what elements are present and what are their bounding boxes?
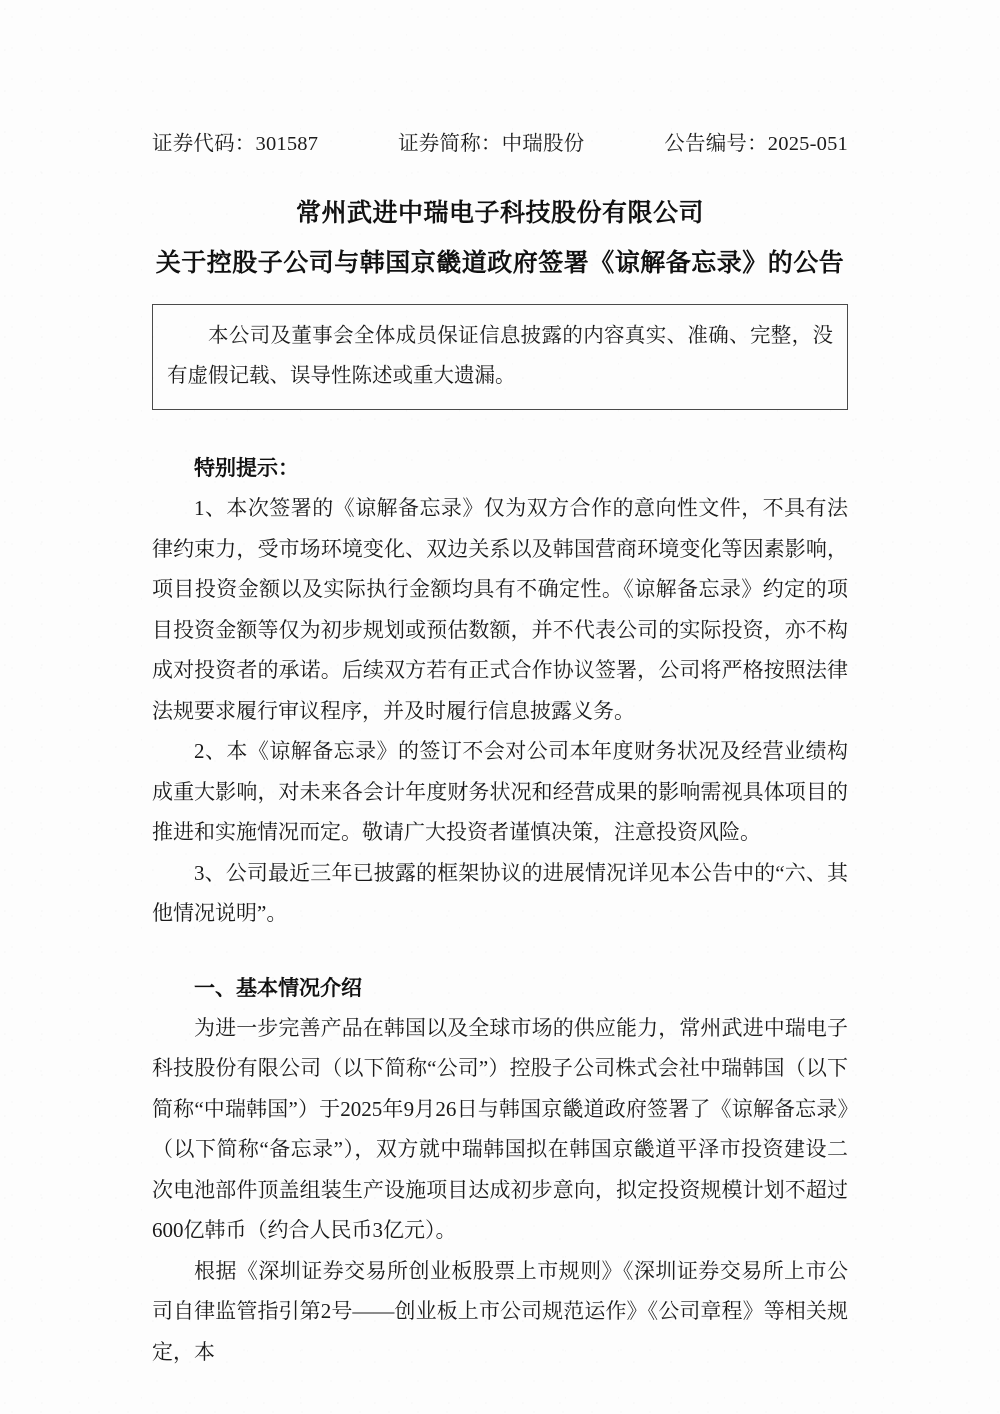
company-name-title: 常州武进中瑞电子科技股份有限公司 [295, 200, 704, 227]
disclaimer-box [152, 304, 848, 410]
special-notice-label: 特别提示： [194, 456, 299, 480]
disclaimer-text: 本公司及董事会全体成员保证信息披露的内容真实、准确、完整，没有虚假记载、误导性陈述或重大遗漏。 [167, 325, 833, 387]
page-content [152, 0, 848, 1372]
special-notice-item-2: 2、本《谅解备忘录》的签订不会对公司本年度财务状况及经营业绩构成重大影响，对未来各会计年度财务状况和经营成果的影响需视具体项目的推进和实施情况而定。敬请广大投资者谨慎决策，注意投资风险。 [152, 739, 848, 844]
section-one-paragraph-1: 为进一步完善产品在韩国以及全球市场的供应能力，常州武进中瑞电子科技股份有限公司（以下简称“公司”）控股子公司株式会社中瑞韩国（以下简称“中瑞韩国”）于2025年9月26日与韩国京畿道政府签署了《谅解备忘录》（以下简称“备忘录”），双方就中瑞韩国拟在韩国京畿道平泽市投资建设二次电池部件顶盖组装生产设施项目达成初步意向，拟定投资规模计划不超过600亿韩币（约合人民币3亿元）。 [152, 1015, 848, 1242]
announcement-number: 公告编号：2025-051 [664, 133, 848, 155]
security-abbreviation: 证券简称：中瑞股份 [398, 133, 585, 155]
document-header [152, 0, 848, 156]
announcement-subject-title: 关于控股子公司与韩国京畿道政府签署《谅解备忘录》的公告 [155, 250, 845, 277]
special-notice-item-1: 1、本次签署的《谅解备忘录》仅为双方合作的意向性文件，不具有法律约束力，受市场环境变化、双边关系以及韩国营商环境变化等因素影响，项目投资金额以及实际执行金额均具有不确定性。《谅解备忘录》约定的项目投资金额等仅为初步规划或预估数额，并不代表公司的实际投资，亦不构成对投资者的承诺。后续双方若有正式合作协议签署，公司将严格按照法律法规要求履行审议程序，并及时履行信息披露义务。 [152, 496, 848, 723]
section-one-heading: 一、基本情况介绍 [194, 975, 362, 1000]
section-one-paragraph-2: 根据《深圳证券交易所创业板股票上市规则》《深圳证券交易所上市公司自律监管指引第2号——创业板上市公司规范运作》《公司章程》等相关规定，本 [152, 1258, 848, 1364]
title-block [152, 192, 848, 286]
security-code: 证券代码：301587 [152, 133, 319, 155]
special-notice-item-3: 3、公司最近三年已披露的框架协议的进展情况详见本公告中的“六、其他情况说明”。 [152, 860, 848, 925]
